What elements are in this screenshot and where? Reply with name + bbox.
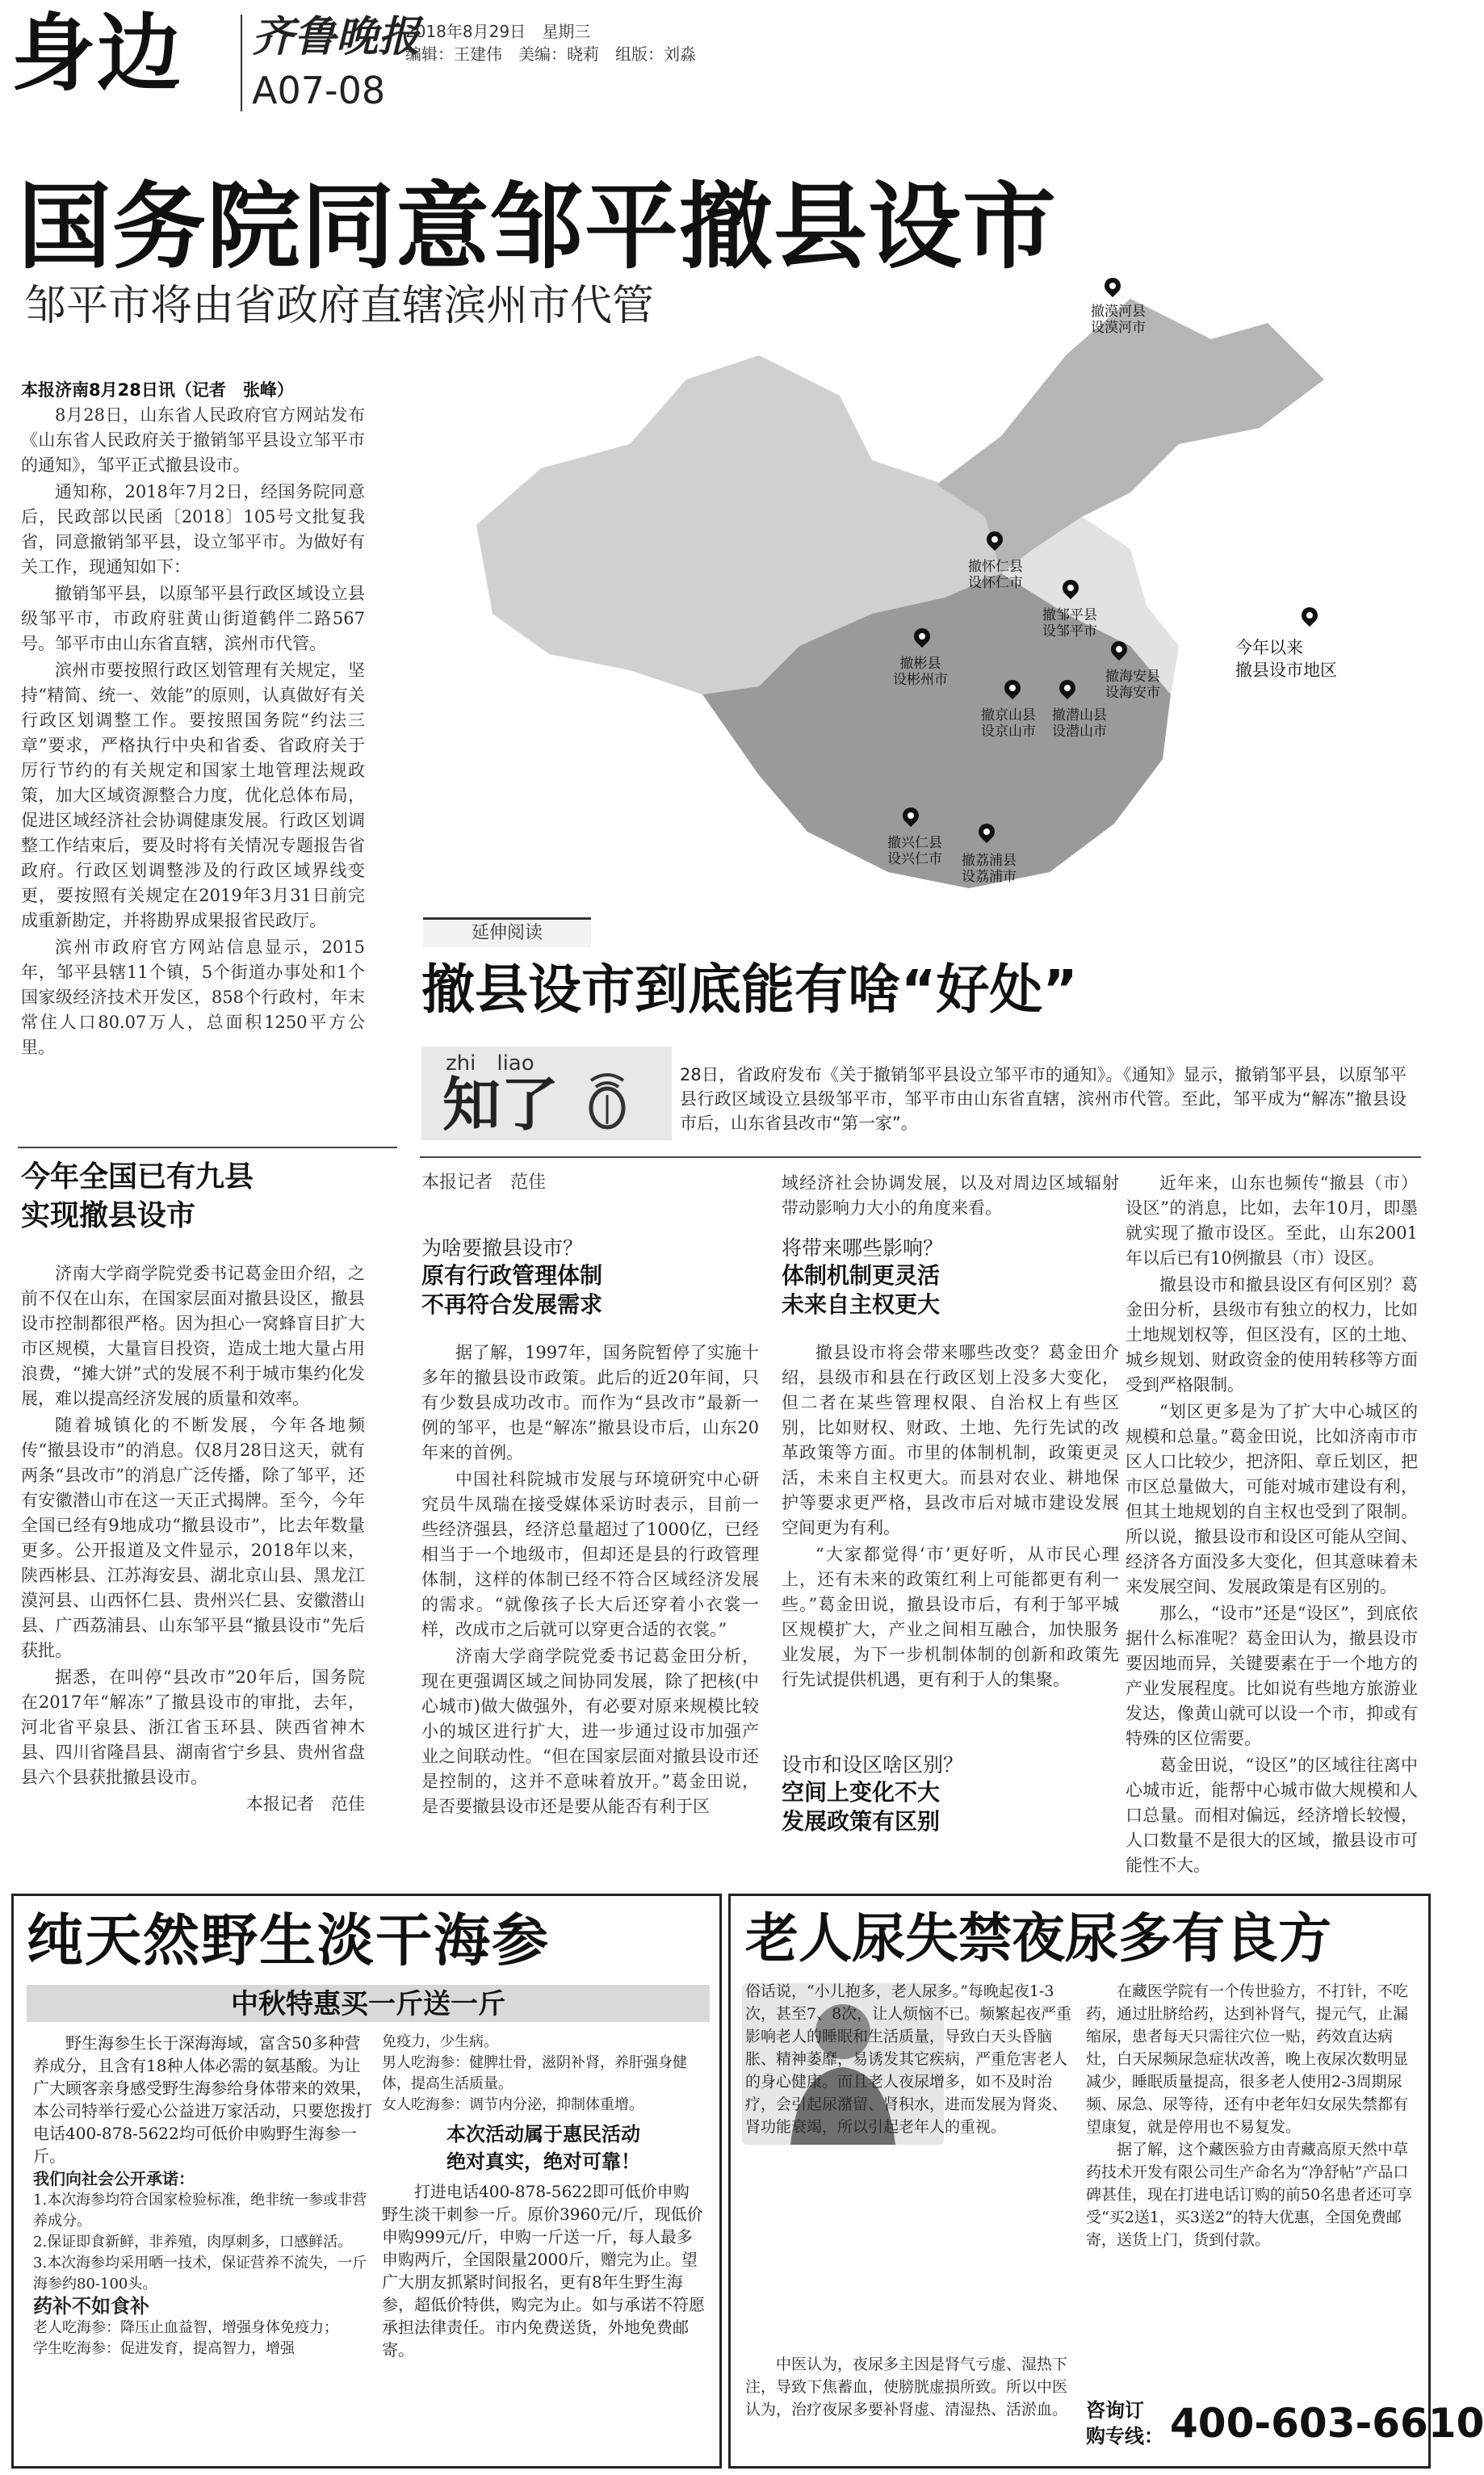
col2-top: 域经济社会协调发展，以及对周边区域辐射带动影响力大小的角度来看。 [782,1173,1119,1218]
ad-right-offer: 据了解，这个藏医验方由青藏高原天然中草药技术开发有限公司生产命名为“净舒帖”产品口碑甚佳，现在打进电话订购的前50名患者还可享受“买2送1，买3送2”的特大优惠，全国免费邮寄，送货上门，货到付款。 [1086,2141,1413,2249]
col3-paragraph: “划区更多是为了扩大中心城区的规模和总量。”葛金田说，比如济南市市区人口比较少，把济阳、章丘划区，把市区总量做大，可能对城市建设有利，但其土地规划的自主权也受到了限制。所以说，撤县设市和设区可能从空间、经济各方面没多大变化，但其意味着未来发展空间、发展政策是有区别的。 [1126,1402,1418,1596]
staff-credits: 编辑：王建伟 美编：晓莉 组版：刘淼 [405,44,696,64]
lead-paragraph: 8月28日，山东省人民政府官方网站发布《山东省人民政府关于撤销邹平县设立邹平市的通知》，邹平正式撤县设市。 [21,405,365,475]
col1-answer-line1: 原有行政管理体制 [421,1262,603,1289]
map-label-zouping: 撤邹平县 设邹平市 [1042,607,1097,640]
lead-paragraph: 滨州市政府官方网站信息显示，2015年，邹平县辖11个镇，5个街道办事处和1个国家级经济技术开发区，858个行政村，年末常住人口80.07万人，总面积1250平方公里。 [21,938,365,1057]
side-title-line1: 今年全国已有九县 [21,1160,254,1193]
lead-paragraph: 滨州市要按照行政区划管理有关规定，坚持“精简、统一、效能”的原则，认真做好有关行政区划调整工作。要按照国务院“约法三章”要求，严格执行中央和省委、省政府关于厉行节约的有关规定和国家土地管理法规政策，加大区域资源整合力度，优化总体布局，促进区域经济社会协调健康发展。行政区划调整工作结束后，要及时将有关情况专题报告省政府。行政区划调整涉及的行政区域界线变更，要按照有关规定在2019年3月31日前完成重新勘定，并将勘界成果报省民政厅。 [21,661,365,930]
map-label-jingshan: 撤京山县 设京山市 [981,707,1036,740]
side-story-title [21,1158,392,1235]
col2-subhead [782,1235,1113,1319]
col2-answer-line1: 体制机制更灵活 [782,1262,941,1289]
zhiliao-badge [421,1047,672,1140]
ad-left-col2-item: 女人吃海参：调节内分泌，抑制体重增。 [382,2096,643,2113]
ad-left-bonus-item: 老人吃海参：降压止血益智，增强身体免疫力； [33,2319,338,2336]
china-map [420,304,1421,937]
col1-paragraph: 济南大学商学院党委书记葛金田分析，现在更强调区域之间协同发展，除了把核(中心城市)做大做强外，有必要对原来规模比较小的城区进行扩大，进一步通过设市加强产业之间联动性。“但在国家层面对撤县设市还是控制的，这并不意味着放开。”葛金田说，是否要撤县设市还是要从能否有利于区 [421,1647,759,1816]
col1-paragraph: 中国社科院城市发展与环境研究中心研究员牛凤瑞在接受媒体采访时表示，目前一些经济强县，经济总量超过了1000亿，已经相当于一个地级市，但却还是县的行政管理体制，这样的体制已经不符合区域经济发展的需求。“就像孩子长大后还穿着小衣裳一样，改成市之后就可以穿更合适的衣裳。” [421,1470,759,1639]
ad-left-promise-title: 我们向社会公开承诺： [33,2169,195,2188]
side-paragraph: 据悉，在叫停“县改市”20年后，国务院在2017年“解冻”了撤县设市的审批，去年，河北省平泉县、浙江省玉环县、陕西省神木县、四川省隆昌县、湖南省宁乡县、贵州省盘县六个县获批撤县设市。 [21,1667,365,1787]
col2-answer2-line1: 空间上变化不大 [782,1779,941,1806]
map-label-haian: 撤海安县 设海安市 [1105,669,1160,701]
issue-date [405,21,590,42]
ad-right-quote-text: 俗话说，“小儿抱多，老人尿多。”每晚起夜1-3次，甚至7、8次，让人烦恼不已。频繁起夜严重影响老人的睡眠和生活质量，导致白天头昏脑胀、精神萎靡，易诱发其它疾病，严重危害老人的身心健康。而且老人夜尿增多，如不及时治疗，会引起尿潴留、肾积水，进而发展为肾炎、肾功能衰竭，所以引起老年人的重视。 [745,1982,1072,2136]
cicada-icon [575,1068,639,1132]
ad-left-bonus-title: 药补不如食补 [33,2294,149,2318]
col3-paragraph: 那么，“设市”还是“设区”，到底依据什么标准呢？葛金田认为，撤县设市要因地而异，关键要素在于一个地方的产业发展程度。比如说有些地方旅游业发达，像黄山就可以设一个市，抑或有特殊的区位需要。 [1126,1604,1418,1748]
ad-left-promise: 1.本次海参均符合国家检验标准，绝非统一参或非营养成分。 [33,2192,367,2230]
feature-title: 撤县设市到底能有啥“好处” [421,959,1078,1021]
side-byline: 本报记者 范佳 [246,1794,365,1814]
feature-col1 [421,1340,759,1821]
location-pin-icon [1101,275,1124,297]
side-rule [18,1147,397,1148]
ad-left-intro: 野生海参生长于深海海域，富含50多种营养成分，且含有18种人体必需的氨基酸。为让广大顾客亲身感受野生海参给身体带来的效果，本公司特举行爱心公益进万家活动，只要您拨打电话400-878-5622均可低价申购野生海参一斤。 [33,2033,372,2166]
page-code: A07-08 [252,69,386,112]
ad-right-tcm: 中医认为，夜尿多主因是肾气亏虚、湿热下注，导致下焦蓄血，使膀胱虚损所致。所以中医认为，治疗夜尿多要补肾虚、清湿热、活淤血。 [745,2355,1068,2418]
ad-right-remedy: 在藏医学院有一个传世验方，不打针，不吃药，通过肚脐给药，达到补肾气，提元气，止漏缩尿，患者每天只需往穴位一贴，药效直达病灶，白天尿频尿急症状改善，晚上夜尿次数明显减少，睡眠质量提高，很多老人使用2-3周期尿频、尿急、尿等待，还有中老年妇女尿失禁都有望康复，就是停用也不易复发。 [1086,1982,1409,2136]
ad-right-title: 老人尿失禁夜尿多有良方 [745,1907,1331,1970]
lead-paragraph: 通知称，2018年7月2日，经国务院同意后，民政部以民函〔2018〕105号文批复我省，同意撤销邹平县，设立邹平市。为做好有关工作，现通知如下： [21,482,365,577]
col1-question: 为啥要撤县设市？ [421,1236,584,1260]
map-label-lipu: 撤荔浦县 设荔浦市 [962,853,1017,885]
col3-paragraph: 近年来，山东也频传“撤县（市）设区”的消息，比如，去年10月，即墨就实现了撤市设区。至此，山东2001年以后已有10例撤县（市）设区。 [1126,1173,1418,1268]
col1-subhead [421,1235,752,1319]
date-text: 2018年8月29日 [405,22,526,41]
side-paragraph: 济南大学商学院党委书记葛金田介绍，之前不仅在山东，在国家层面对撤县设区，撤县设市控制都很严格。因为担心一窝蜂盲目扩大市区规模，大量盲目投资，造成土地大量占用浪费，“摊大饼”式的发展不利于城市集约化发展，难以提高经济发展的质量和效率。 [21,1264,365,1408]
col2-paragraph: 撤县设市将会带来哪些改变？葛金田介绍，县级市和县在行政区划上没多大变化，但二者在某些管理权限、自治权上有些区别，比如财权、财政、土地、先行先试的改革政策等方面。市里的体制机制，政策更灵活，未来自主权更大。而县对农业、耕地保护等要求更严格，县改市后对城市建设发展空间更为有利。 [782,1343,1119,1537]
col1-paragraph: 据了解，1997年，国务院暂停了实施十多年的撤县设市政策。此后的近20年间，只有少数县成功改市。而作为“县改市”最新一例的邹平，也是“解冻”撤县设市后，山东20年来的首例。 [421,1343,759,1462]
weekday-text: 星期三 [542,22,591,41]
map-label-mohe: 撤漠河县 设漠河市 [1091,304,1146,336]
col1-answer-line2: 不再符合发展需求 [421,1291,603,1318]
col3-paragraph: 撤县设市和撤县设区有何区别？葛金田分析，县级市有独立的权力，比如土地规划权等，但区没有，区的土地、城乡规划、财政资金的使用转移等方面受到严格限制。 [1126,1275,1418,1395]
col2-question: 将带来哪些影响？ [782,1236,944,1260]
newspaper-logo: 齐鲁晚报 [252,12,421,61]
col2-answer2-line2: 发展政策有区别 [782,1808,941,1835]
map-label-huairen: 撤怀仁县 设怀仁市 [968,559,1023,591]
hotline-box [1086,2393,1484,2458]
section-title: 身边 [11,4,183,103]
feature-col2 [782,1340,1119,1694]
col2-question-2: 设市和设区啥区别？ [782,1753,964,1777]
ad-right-quote [745,1980,1076,2138]
ad-left-promise: 2.保证即食新鲜，非养殖，肉厚刺多，口感鲜活。 [33,2234,353,2251]
hotline-label-1: 咨询订 [1086,2399,1144,2422]
zhiliao-pinyin: zhi liao [446,1051,534,1076]
side-story [21,1261,365,1817]
feature-tag: 延伸阅读 [423,917,591,947]
feature-rule [420,1156,1421,1158]
ad-left-col2-item: 男人吃海参：健脾壮骨，滋阴补肾，养肝强身健体，提高生活质量。 [382,2054,687,2092]
hotline-label-2: 购专线： [1086,2425,1163,2448]
ad-left-offer: 打进电话400-878-5622即可低价申购野生淡干刺参一斤。原价3960元/斤，现低价申购999元/斤，申购一斤送一斤，每人最多申购两斤，全国限量2000斤，赠完为止。望广大朋友抓紧时间报名，更有8年生野生海参，超低价特供，购完为止。如与承诺不符愿承担法律责任。市内免费送货，外地免费邮寄。 [382,2182,705,2360]
side-paragraph: 随着城镇化的不断发展，今年各地频传“撤县设市”的消息。仅8月28日这天，就有两条“县改市”的消息广泛传播，除了邹平，还有安徽潜山市在这一天正式揭牌。至今，今年全国已经有9地成功“撤县设市”，比去年数量更多。公开报道及文件显示，2018年以来，陕西彬县、江苏海安县、湖北京山县、黑龙江漠河县、山西怀仁县、贵州兴仁县、安徽潜山县、广西荔浦县、山东邹平县“撤县设市”先后获批。 [21,1416,365,1660]
ad-incontinence [728,1894,1484,2469]
ad-left-event-line2: 绝对真实，绝对可靠！ [446,2150,640,2173]
ad-left-title: 纯天然野生淡干海参 [27,1907,550,1974]
ad-left-promise: 3.本次海参均采用晒一技术，保证营养不流失，一斤海参约80-100头。 [33,2255,367,2293]
sub-headline: 邹平市将由省政府直辖滨州市代管 [24,282,655,330]
ad-left-promo: 中秋特惠买一斤送一斤 [231,1988,505,2020]
ad-left-event-line1: 本次活动属于惠民活动 [446,2123,640,2146]
col3-paragraph: 葛金田说，“设区”的区域往往离中心城市近，能帮中心城市做大规模和人口总量。而相对偏远，经济增长较慢，人口数量不是很大的区域，撤县设市可能性不大。 [1126,1756,1418,1875]
hotline-number[interactable]: 400-603-6610 [1170,2400,1484,2447]
map-label-xingren: 撤兴仁县 设兴仁市 [887,835,942,867]
feature-intro: 28日，省政府发布《关于撤销邹平县设立邹平市的通知》。《通知》显示，撤销邹平县，以原邹平县行政区域设立县级邹平市，邹平市由山东省直辖，滨州市代管。至此，邹平成为“解冻”撤县设市后，山东省县改市“第一家”。 [680,1065,1406,1133]
feature-col3 [1126,1171,1418,1880]
side-title-line2: 实现撤县设市 [21,1199,196,1232]
map-label-binxian: 撤彬县 设彬州市 [893,656,948,688]
zhiliao-logo-text: 知了 [442,1070,560,1139]
col2-answer-line2: 未来自主权更大 [782,1291,941,1318]
ad-left-col1 [33,2032,372,2360]
map-legend: 今年以来 撤县设市地区 [1235,638,1337,680]
lead-dateline: 本报济南8月28日讯（记者 张峰） [21,380,294,400]
col2-paragraph: “大家都觉得‘市’更好听，从市民心理上，还有未来的政策红利上可能都更有利一些。”葛金田说，撤县设市后，有利于邹平城区规模扩大，产业之间相互融合，加快服务业发展，为下一步机制体制的创新和政策先行先试提供机遇，更有利于人的集聚。 [782,1545,1119,1689]
ad-left-bonus-item: 学生吃海参：促进发育，提高智力，增强 [33,2340,295,2357]
ad-left-col2-item: 免疫力，少生病。 [382,2033,498,2050]
header-divider [241,15,242,111]
map-label-qianshan: 撤潜山县 设潜山市 [1052,707,1107,740]
col2-subhead-2 [782,1752,1113,1836]
main-headline: 国务院同意邹平撤县设市 [18,173,1057,282]
lead-story [21,378,365,1062]
lead-paragraph: 撤销邹平县，以原邹平县行政区域设立县级邹平市，市政府驻黄山街道鹤伴二路567号。邹平市由山东省直辖，滨州市代管。 [21,584,365,653]
ad-right-col2 [1086,1980,1422,2251]
feature-byline: 本报记者 范佳 [421,1172,547,1193]
